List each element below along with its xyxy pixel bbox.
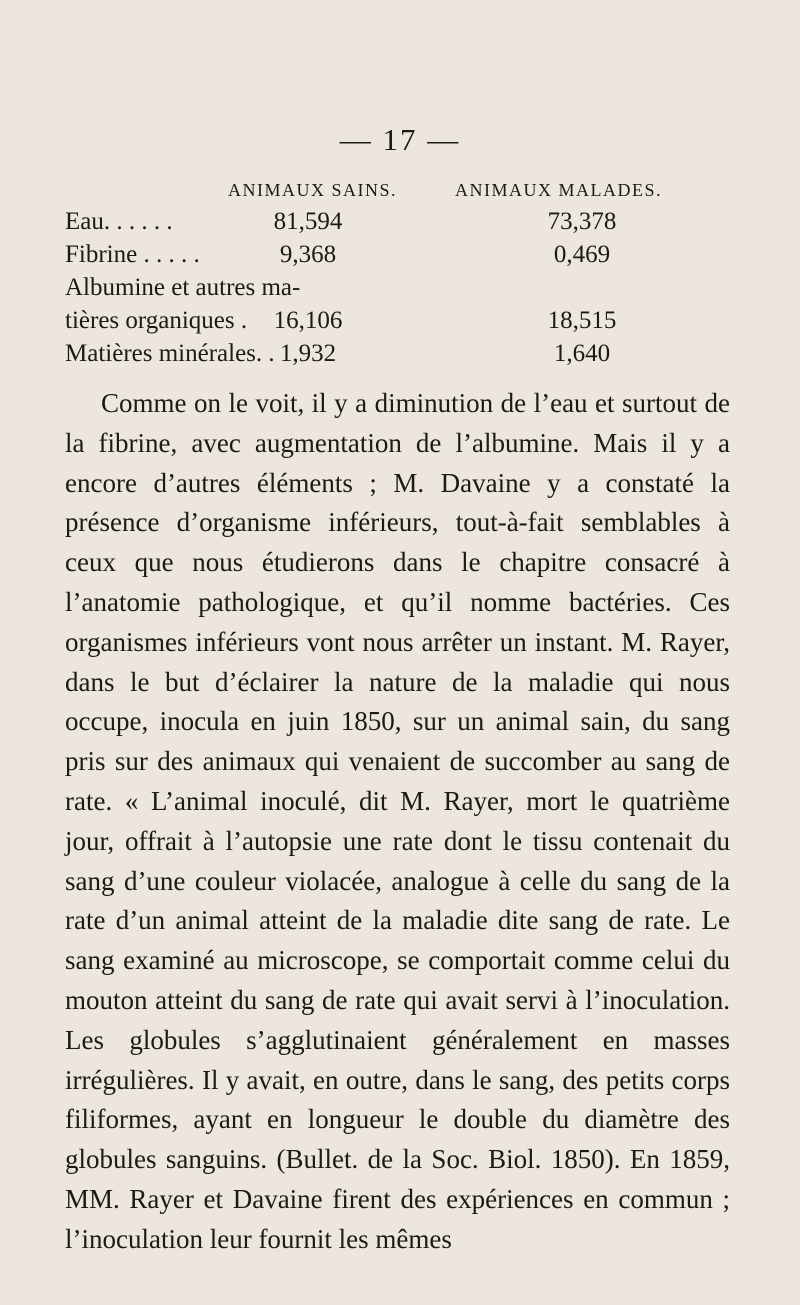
- value-sick: 18,515: [547, 307, 617, 334]
- body-text: [65, 384, 730, 1260]
- row-label: Matières minérales. .: [65, 340, 275, 367]
- value-healthy: 1,932: [279, 340, 337, 367]
- row-label: Fibrine . . . . .: [65, 241, 200, 268]
- row-label: Eau. . . . . .: [65, 208, 173, 235]
- header-healthy-animals: ANIMAUX SAINS.: [228, 180, 398, 200]
- table-row: [65, 271, 735, 304]
- page-number: — 17 —: [339, 122, 461, 157]
- table-row: [65, 238, 735, 271]
- row-label: Albumine et autres ma-: [65, 274, 301, 301]
- paragraph: Comme on le voit, il y a diminution de l’eau et surtout de la fibrine, avec augmentation de l’albumine. Mais il y a encore d’autres éléments ; M. Davaine y a constaté la présence d’organisme inférieurs, tout-à-fait semblables à ceux que nous étudierons dans le chapitre consacré à l’anatomie pathologique, et qu’il nomme bactéries. Ces organismes inférieurs vont nous arrêter un instant. M. Rayer, dans le but d’éclairer la nature de la maladie qui nous occupe, inocula en juin 1850, sur un animal sain, du sang pris sur des animaux qui venaient de succomber au sang de rate. « L’animal inoculé, dit M. Rayer, mort le quatrième jour, offrait à l’autopsie une rate dont le tissu contenait du sang d’une couleur violacée, analogue à celle du sang de la rate d’un animal atteint de la maladie dite sang de rate. Le sang examiné au microscope, se comportait comme celui du mouton atteint du sang de rate qui avait servi à l’inoculation. Les globules s’agglutinaient généralement en masses irrégulières. Il y avait, en outre, dans le sang, des petits corps filiformes, ayant en longueur le double du diamètre des globules sanguins. (Bullet. de la Soc. Biol. 1850). En 1859, MM. Rayer et Davaine firent des expériences en commun ; l’inoculation leur fournit les mêmes: [65, 388, 730, 1254]
- value-sick: 1,640: [553, 340, 611, 367]
- table-row: [65, 304, 735, 337]
- header-sick-animals: ANIMAUX MALADES.: [455, 180, 662, 200]
- table-row: [65, 205, 735, 238]
- value-healthy: 81,594: [273, 208, 343, 235]
- table-row: [65, 337, 735, 370]
- value-healthy: 9,368: [279, 241, 337, 268]
- composition-table: [65, 173, 735, 370]
- row-label: tières organiques .: [65, 307, 248, 334]
- table-header: [65, 173, 735, 205]
- value-healthy: 16,106: [273, 307, 343, 334]
- value-sick: 0,469: [553, 241, 611, 268]
- value-sick: 73,378: [547, 208, 617, 235]
